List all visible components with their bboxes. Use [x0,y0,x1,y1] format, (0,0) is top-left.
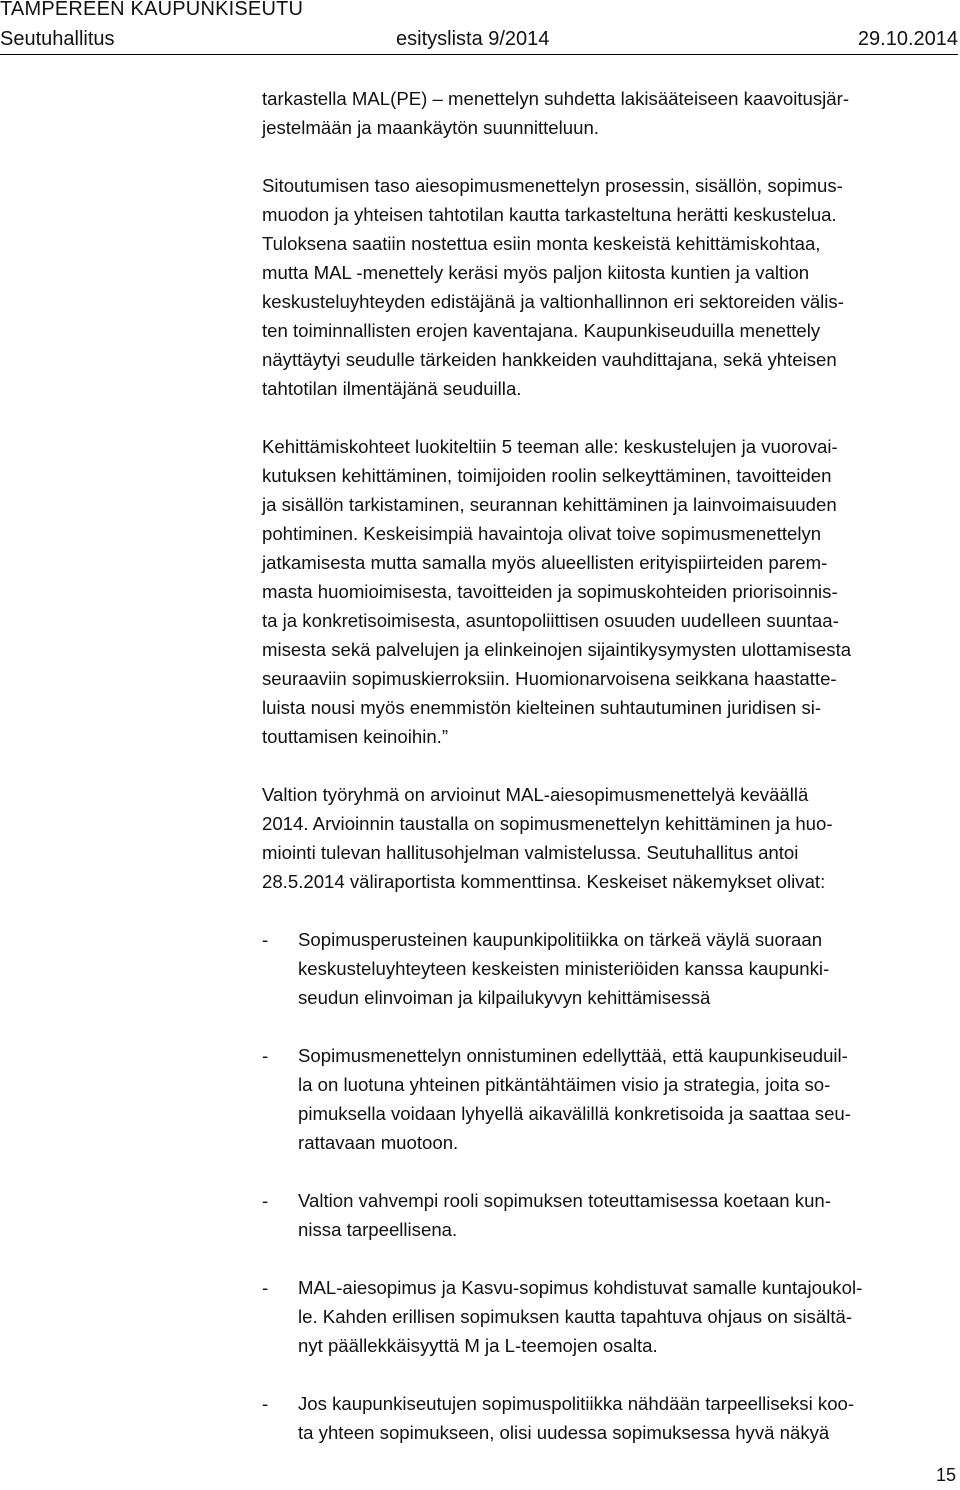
text-line: miointi tulevan hallitusohjelman valmistelussa. Seutuhallitus antoi [262,842,799,863]
text-line: ten toiminnallisten erojen kaventajana. Kaupunkiseuduilla menettely [262,320,821,341]
text-line: luista nousi myös enemmistön kielteinen suhtautuminen juridisen si- [262,697,822,718]
text-line: muodon ja yhteisen tahtotilan kautta tarkasteltuna herätti keskustelua. [262,204,837,225]
text-line: Jos kaupunkiseutujen sopimuspolitiikka nähdään tarpeelliseksi koo- [298,1393,855,1414]
bullet-item [262,1273,954,1360]
text-line: kutuksen kehittäminen, toimijoiden roolin selkeyttäminen, tavoitteiden [262,465,832,486]
bullet-item [262,1041,954,1157]
paragraph [262,780,954,896]
text-line: rattavaan muotoon. [298,1132,459,1153]
text-line: Sopimusmenettelyn onnistuminen edellyttää, että kaupunkiseuduil- [298,1045,848,1066]
header-document: esityslista 9/2014 [396,28,550,50]
text-line: Valtion työryhmä on arvioinut MAL-aiesopimusmenettelyä keväällä [262,784,809,805]
text-line: la on luotuna yhteinen pitkäntähtäimen visio ja strategia, joita so- [298,1074,831,1095]
text-line: seudun elinvoiman ja kilpailukyvyn kehittämisessä [298,987,711,1008]
text-line: jestelmään ja maankäytön suunnitteluun. [262,117,599,138]
paragraph [262,84,954,142]
text-line: ta ja konkretisoimisesta, asuntopoliittisen osuuden uudelleen suuntaa- [262,610,839,631]
bullet-marker: - [262,1190,269,1211]
bullet-item [262,925,954,1012]
bullet-item [262,1186,954,1244]
document-body [262,84,954,1447]
text-line: pimuksella voidaan lyhyellä aikavälillä konkretisoida ja saattaa seu- [298,1103,851,1124]
text-line: masta huomioimisesta, tavoitteiden ja sopimuskohteiden priorisoinnis- [262,581,838,602]
paragraph [262,171,954,403]
paragraph [262,432,954,751]
bullet-item [262,1389,954,1447]
text-line: 28.5.2014 väliraportista kommenttinsa. Keskeiset näkemykset olivat: [262,871,826,892]
text-line: jatkamisesta mutta samalla myös alueellisten erityispiirteiden parem- [262,552,828,573]
text-line: Sitoutumisen taso aiesopimusmenettelyn prosessin, sisällön, sopimus- [262,175,843,196]
text-line: Sopimusperusteinen kaupunkipolitiikka on tärkeä väylä suoraan [298,929,823,950]
bullet-marker: - [262,1045,269,1066]
text-line: keskusteluyhteyden edistäjänä ja valtionhallinnon eri sektoreiden välis- [262,291,844,312]
document-header [0,0,960,56]
paragraph-list [262,84,954,896]
bullet-marker: - [262,1393,269,1414]
text-line: misesta sekä palvelujen ja elinkeinojen sijaintikysymysten ulottamisesta [262,639,852,660]
bullet-list [262,925,954,1447]
text-line: Tuloksena saatiin nostettua esiin monta keskeistä kehittämiskohtaa, [262,233,821,254]
text-line: tahtotilan ilmentäjänä seuduilla. [262,378,522,399]
text-line: näyttäytyi seudulle tärkeiden hankkeiden vauhdittajana, sekä yhteisen [262,349,837,370]
page-number: 15 [935,1465,956,1485]
text-line: MAL-aiesopimus ja Kasvu-sopimus kohdistuvat samalle kuntajoukol- [298,1277,863,1298]
text-line: seuraaviin sopimuskierroksiin. Huomionarvoisena seikkana haastatte- [262,668,837,689]
text-line: ta yhteen sopimukseen, olisi uudessa sopimuksessa hyvä näkyä [298,1422,830,1443]
text-line: Kehittämiskohteet luokiteltiin 5 teeman alle: keskustelujen ja vuorovai- [262,436,838,457]
text-line: nissa tarpeellisena. [298,1219,458,1240]
text-line: pohtiminen. Keskeisimpiä havaintoja olivat toive sopimusmenettelyn [262,523,822,544]
text-line: nyt päällekkäisyyttä M ja L-teemojen osalta. [298,1335,658,1356]
text-line: mutta MAL -menettely keräsi myös paljon kiitosta kuntien ja valtion [262,262,810,283]
organization-name: TAMPEREEN KAUPUNKISEUTU [0,0,304,20]
text-line: Valtion vahvempi rooli sopimuksen toteuttamisessa koetaan kun- [298,1190,831,1211]
text-line: 2014. Arvioinnin taustalla on sopimusmenettelyn kehittäminen ja huo- [262,813,833,834]
text-line: ja sisällön tarkistaminen, seurannan kehittäminen ja lainvoimaisuuden [262,494,837,515]
header-unit: Seutuhallitus [0,28,115,50]
header-date: 29.10.2014 [857,28,958,50]
text-line: le. Kahden erillisen sopimuksen kautta tapahtuva ohjaus on sisältä- [298,1306,853,1327]
bullet-marker: - [262,1277,269,1298]
header-divider [0,54,958,55]
text-line: keskusteluyhteyteen keskeisten ministeriöiden kanssa kaupunki- [298,958,830,979]
bullet-marker: - [262,929,269,950]
text-line: tarkastella MAL(PE) – menettelyn suhdetta lakisääteiseen kaavoitusjär- [262,88,850,109]
text-line: touttamisen keinoihin.” [262,726,449,747]
